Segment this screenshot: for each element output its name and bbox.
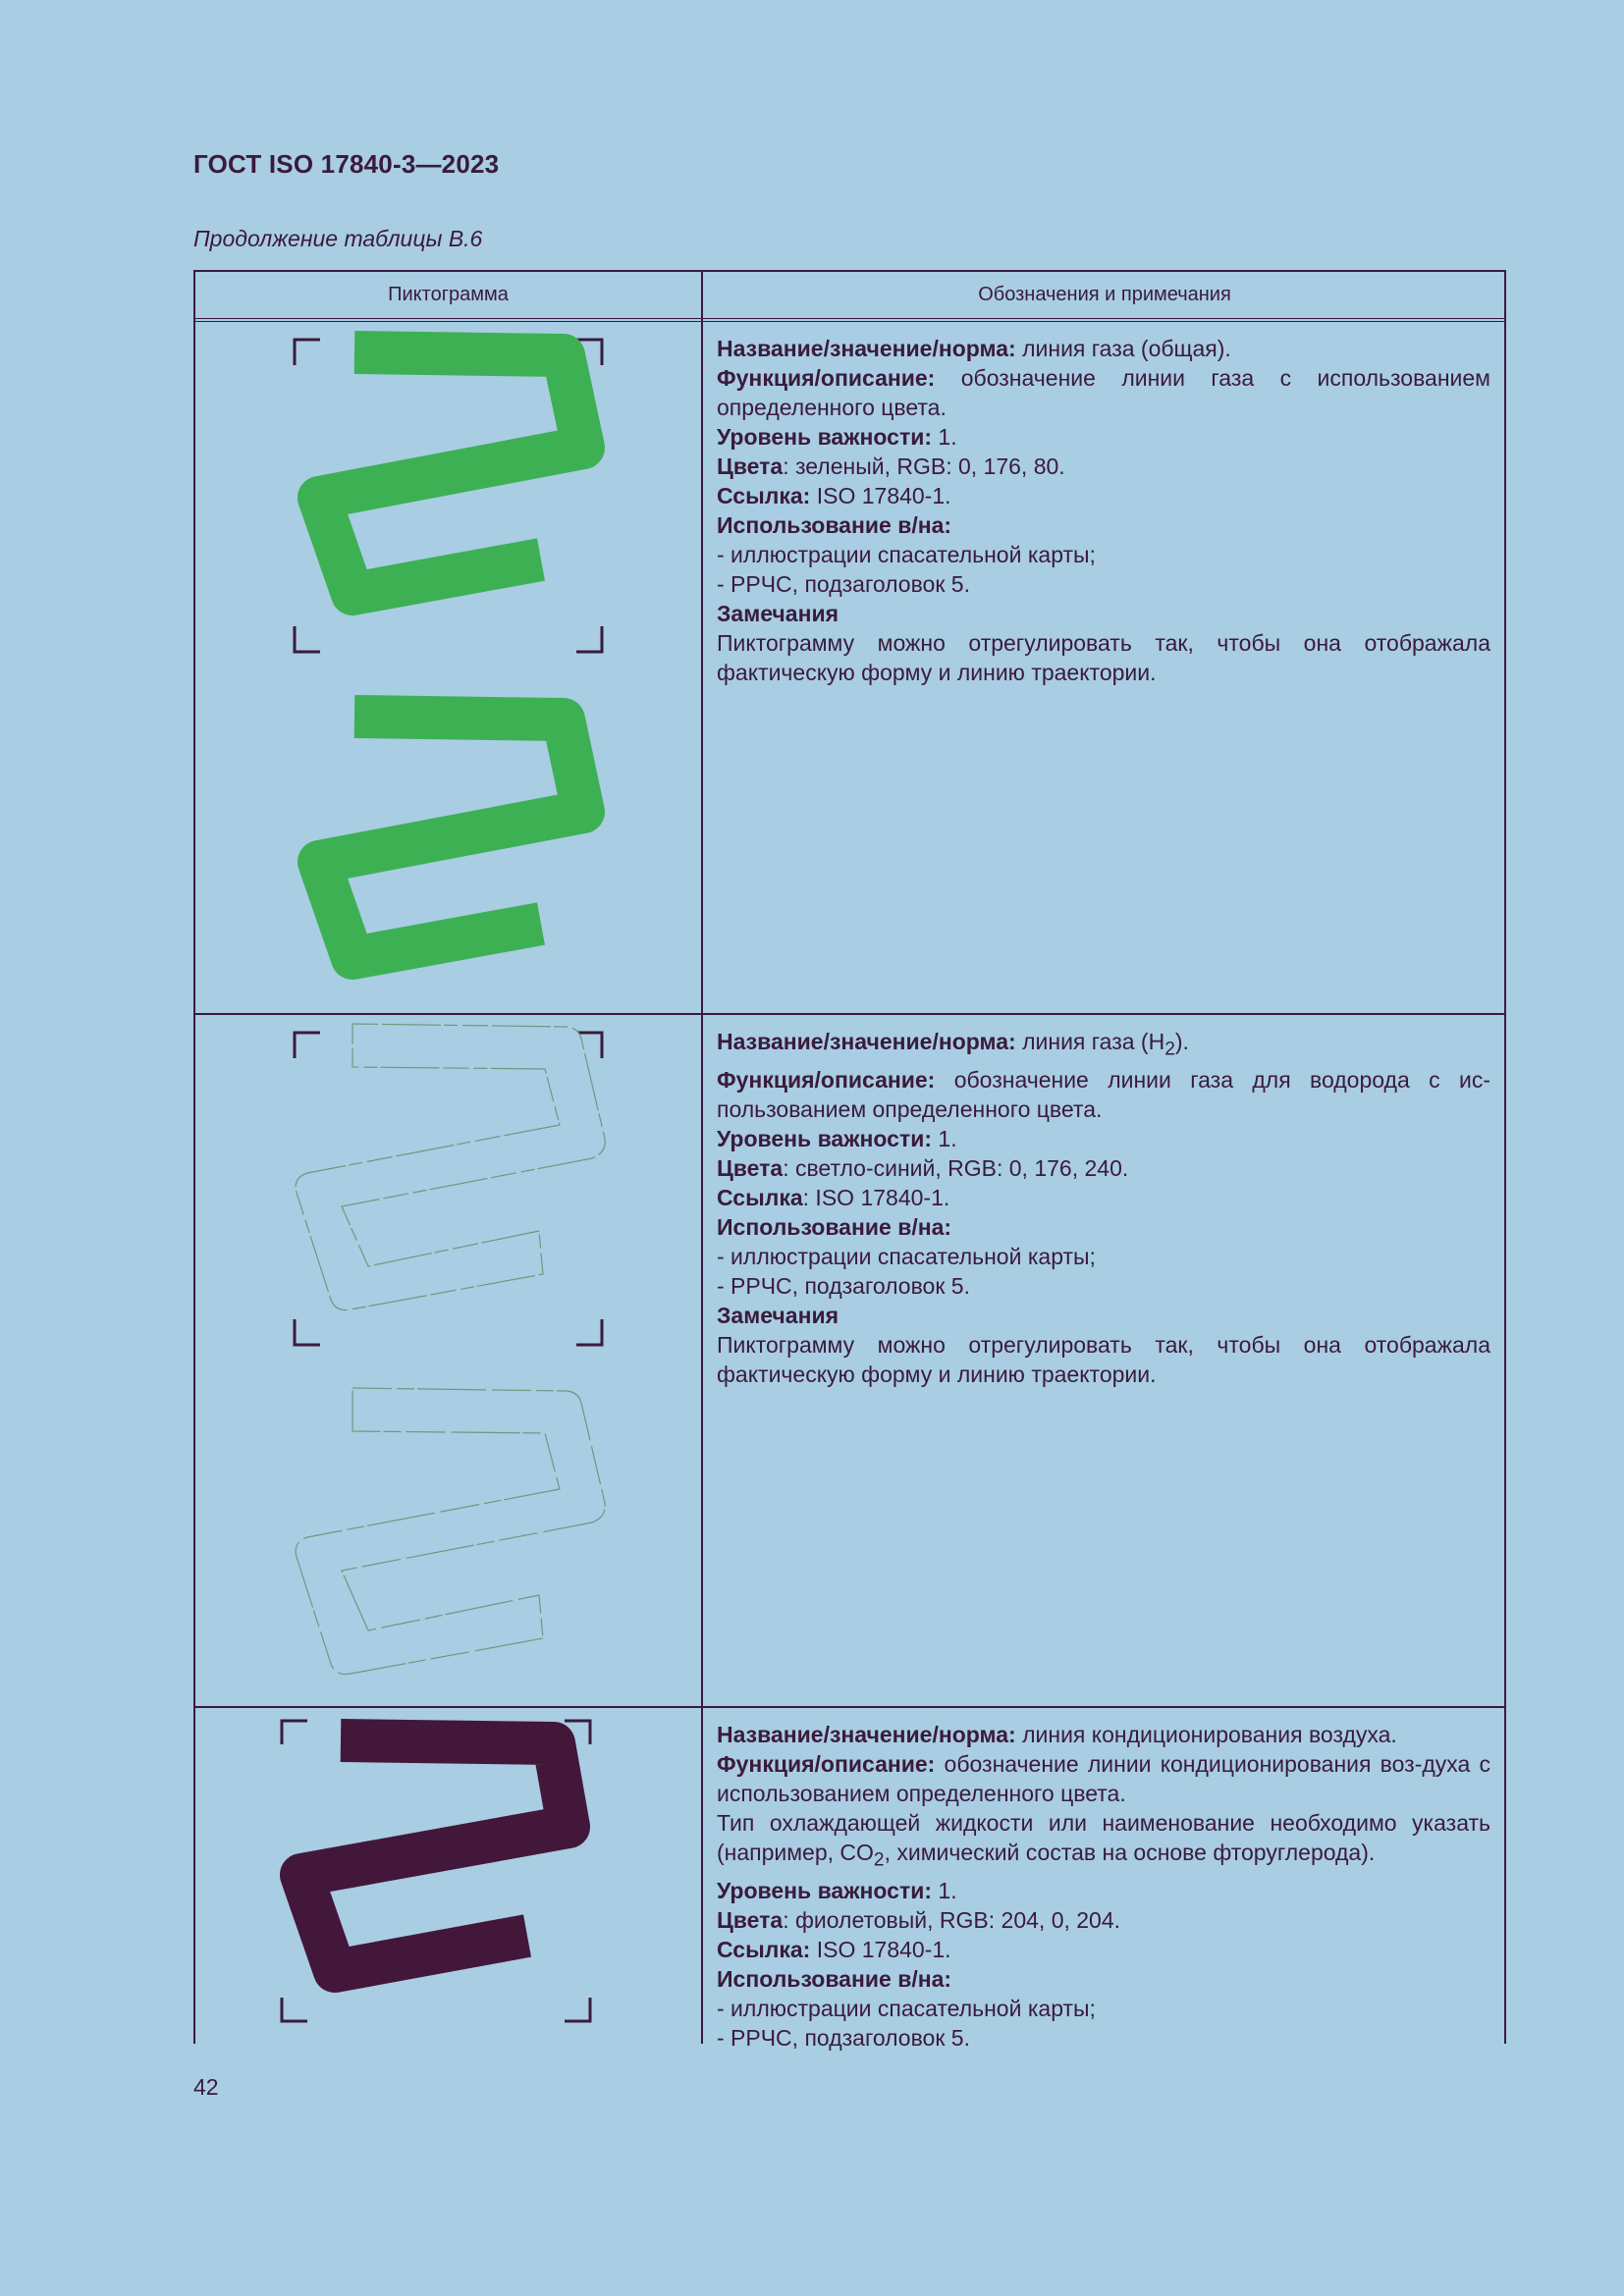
document-header: ГОСТ ISO 17840-3—2023	[193, 149, 500, 179]
table-header-row	[195, 272, 1504, 322]
ac-line-icon	[301, 1740, 568, 1971]
gas-h2-notes: Название/значение/норма: линия газа $(H_2)$. Функция/описание: обозначение линии газа для водорода с ис-пользованием определенного цвета. Уровень важности: 1. Цвета: светло-синий, RGB: 0, 176, 240. Ссылка: ISO 17840-1. Использование в/на: - иллюстрации спасательной карты; - РРЧС, подзаголовок 5. Замечания Пиктограмму можно отрегулировать так, чтобы она отображала фактическую форму и линию траектории.	[717, 1029, 1490, 1387]
header-pictogram: Пиктограмма	[388, 284, 509, 305]
h2-line-icon-large	[296, 1388, 605, 1675]
table-caption: Продолжение таблицы В.6	[193, 226, 483, 251]
air-conditioning-notes: Название/значение/норма: линия кондиционирования воздуха. Функция/описание: обозначение линии кондиционирования воз-духа с использованием определенного цвета. Тип охлаждающей жидкости или наименование необходимо указать (например, $CO_2$, химический состав на основе фторуглерода). Уровень важности: 1. Цвета: фиолетовый, RGB: 204, 0, 204. Ссылка: ISO 17840-1. Использование в/на: - иллюстрации спасательной карты; - РРЧС, подзаголовок 5.	[717, 1722, 1490, 2051]
table-row-gas-h2	[195, 1015, 1504, 1708]
gas-line-pictogram	[195, 322, 701, 1013]
table-row-gas-general	[195, 322, 1504, 1015]
gas-line-icon-large	[319, 717, 583, 958]
table-row-air-conditioning	[195, 1708, 1504, 2051]
ac-line-pictogram	[195, 1708, 701, 2046]
pictogram-table	[193, 270, 1506, 2051]
page-number: 42	[193, 2074, 219, 2100]
header-notes: Обозначения и примечания	[978, 284, 1231, 305]
gas-line-icon	[319, 352, 583, 594]
h2-line-icon	[296, 1024, 605, 1310]
h2-line-pictogram	[195, 1015, 701, 1706]
gas-general-notes: Название/значение/норма: линия газа (общая). Функция/описание: обозначение линии газа с использованием определенного цвета. Уровень важности: 1. Цвета: зеленый, RGB: 0, 176, 80. Ссылка: ISO 17840-1. Использование в/на: - иллюстрации спасательной карты; - РРЧС, подзаголовок 5. Замечания Пиктограмму можно отрегулировать так, чтобы она отображала фактическую форму и линию траектории.	[717, 336, 1490, 685]
